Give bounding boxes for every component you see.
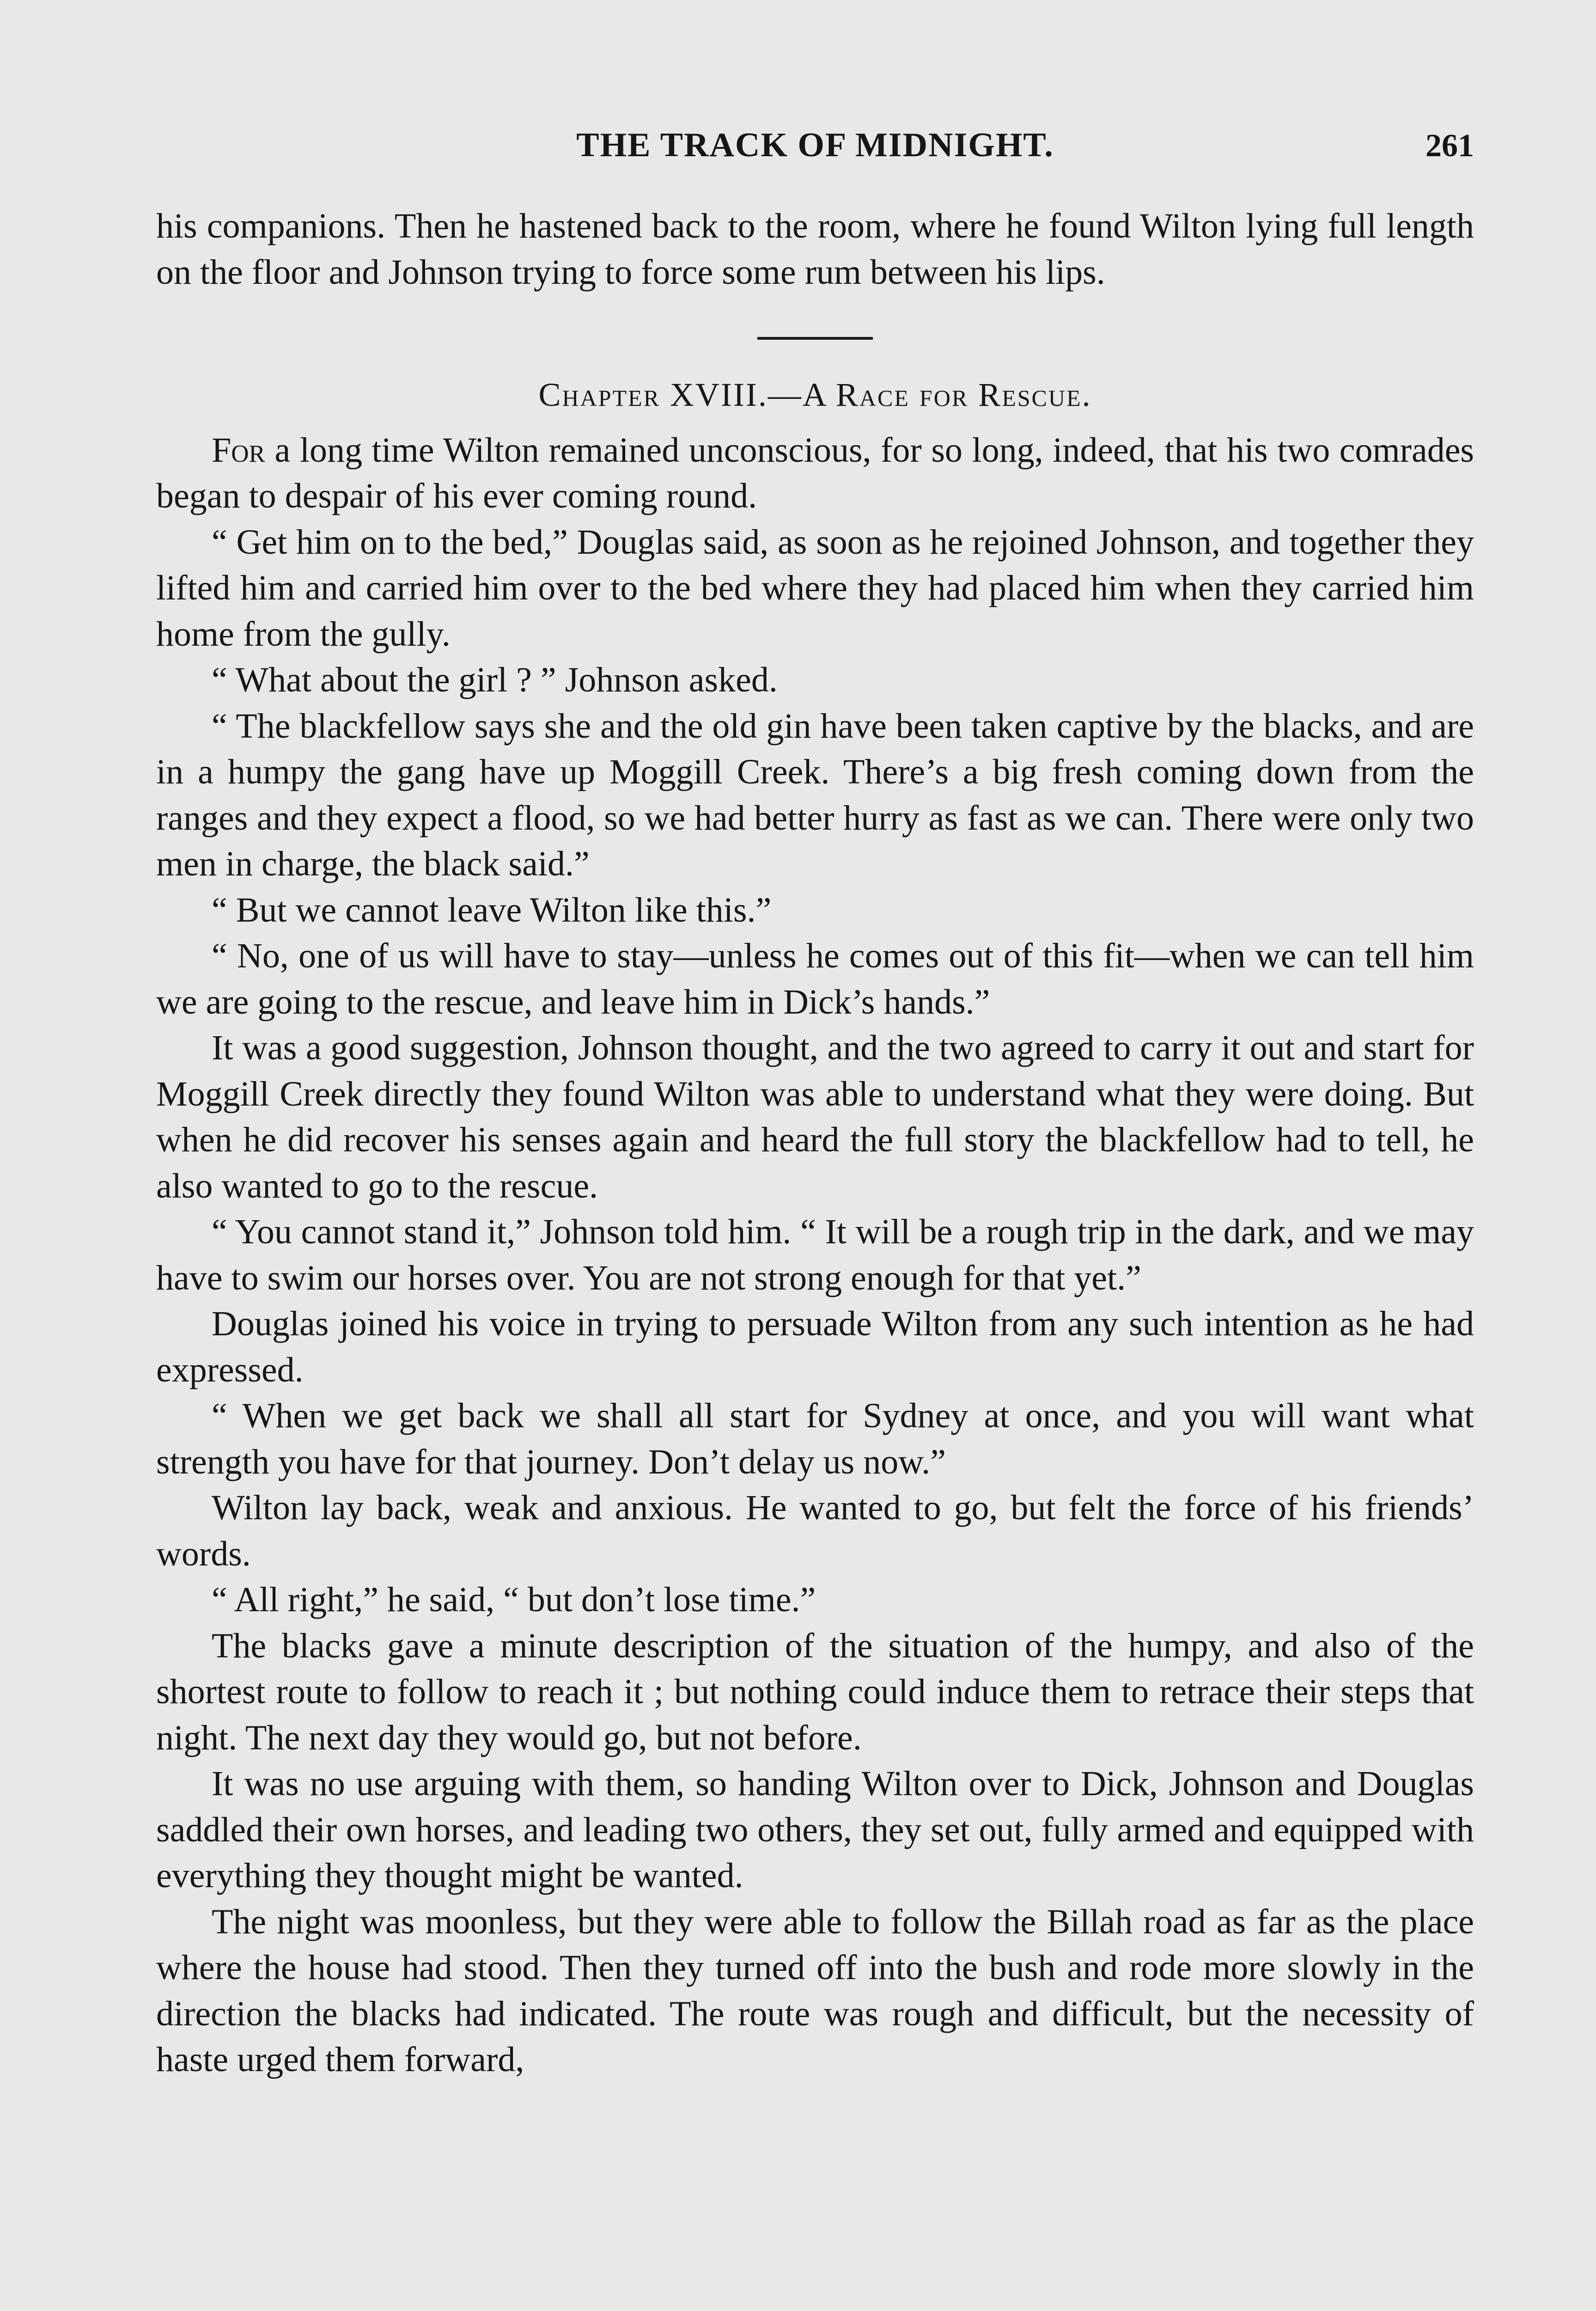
paragraph: “ You cannot stand it,” Johnson told him. “ It will be a rough trip in the dark, and we may have to swim our horses over. You are not strong enough for that yet.” [156, 1212, 1474, 1297]
paragraph: The night was moonless, but they were able to follow the Billah road as far as the place where the house had stood. Then they turned off into the bush and rode more slowly in the direction the blacks had indicated. The route was rough and difficult, but the necessity of haste urged them forward, [156, 1902, 1474, 2079]
paragraph: “ Get him on to the bed,” Douglas said, as soon as he rejoined Johnson, and together they lifted him and carried him over to the bed where they had placed him when they carried him home from the gully. [156, 522, 1474, 654]
paragraph-text: a long time Wilton remained unconscious, for so long, indeed, that his two comrades began to despair of his ever coming round. [156, 430, 1474, 515]
paragraph: Wilton lay back, weak and anxious. He wanted to go, but felt the force of his friends’ words. [156, 1488, 1474, 1573]
paragraph: “ The blackfellow says she and the old gin have been taken captive by the blacks, and are in a humpy the gang have up Moggill Creek. There’s a big fresh coming down from the ranges and they expect a flood, so we had better hurry as fast as we can. There were only two men in charge, the black said.” [156, 706, 1474, 883]
paragraph: “ When we get back we shall all start for Sydney at once, and you will want what strength you have for that journey. Don’t delay us now.” [156, 1396, 1474, 1481]
running-head [156, 126, 1474, 177]
page-number: 261 [1425, 128, 1474, 164]
opening-paragraph: his companions. Then he hastened back to the room, where he found Wilton lying full length on the floor and Johnson trying to force some rum between his lips. [156, 207, 1474, 292]
chapter-heading: Chapter XVIII.—A Race for Rescue. [538, 376, 1092, 413]
paragraph [156, 428, 1474, 520]
paragraph: It was a good suggestion, Johnson thought, and the two agreed to carry it out and start for Moggill Creek directly they found Wilton was able to understand what they were doing. But when he did recover his senses again and heard the full story the blackfellow had to tell, he also wanted to go to the rescue. [156, 1028, 1474, 1205]
paragraph: “ No, one of us will have to stay—unless he comes out of this fit—when we can tell him we are going to the rescue, and leave him in Dick’s hands.” [156, 936, 1474, 1021]
paragraph: “ But we cannot leave Wilton like this.” [212, 890, 772, 929]
paragraph: Douglas joined his voice in trying to persuade Wilton from any such intention as he had expressed. [156, 1304, 1474, 1389]
paragraph: “ All right,” he said, “ but don’t lose time.” [212, 1580, 816, 1619]
page-body [156, 203, 1474, 2083]
section-divider [757, 337, 873, 340]
paragraph: The blacks gave a minute description of the situation of the humpy, and also of the shortest route to follow to reach it ; but nothing could induce them to retrace their steps that night. The next day they would go, but not before. [156, 1626, 1474, 1757]
paragraph: “ What about the girl ? ” Johnson asked. [212, 660, 778, 699]
paragraph: It was no use arguing with them, so handing Wilton over to Dick, Johnson and Douglas saddled their own horses, and leading two others, they set out, fully armed and equipped with everything they thought might be wanted. [156, 1764, 1474, 1895]
lead-word: For [212, 430, 265, 470]
running-title: THE TRACK OF MIDNIGHT. [576, 126, 1054, 164]
